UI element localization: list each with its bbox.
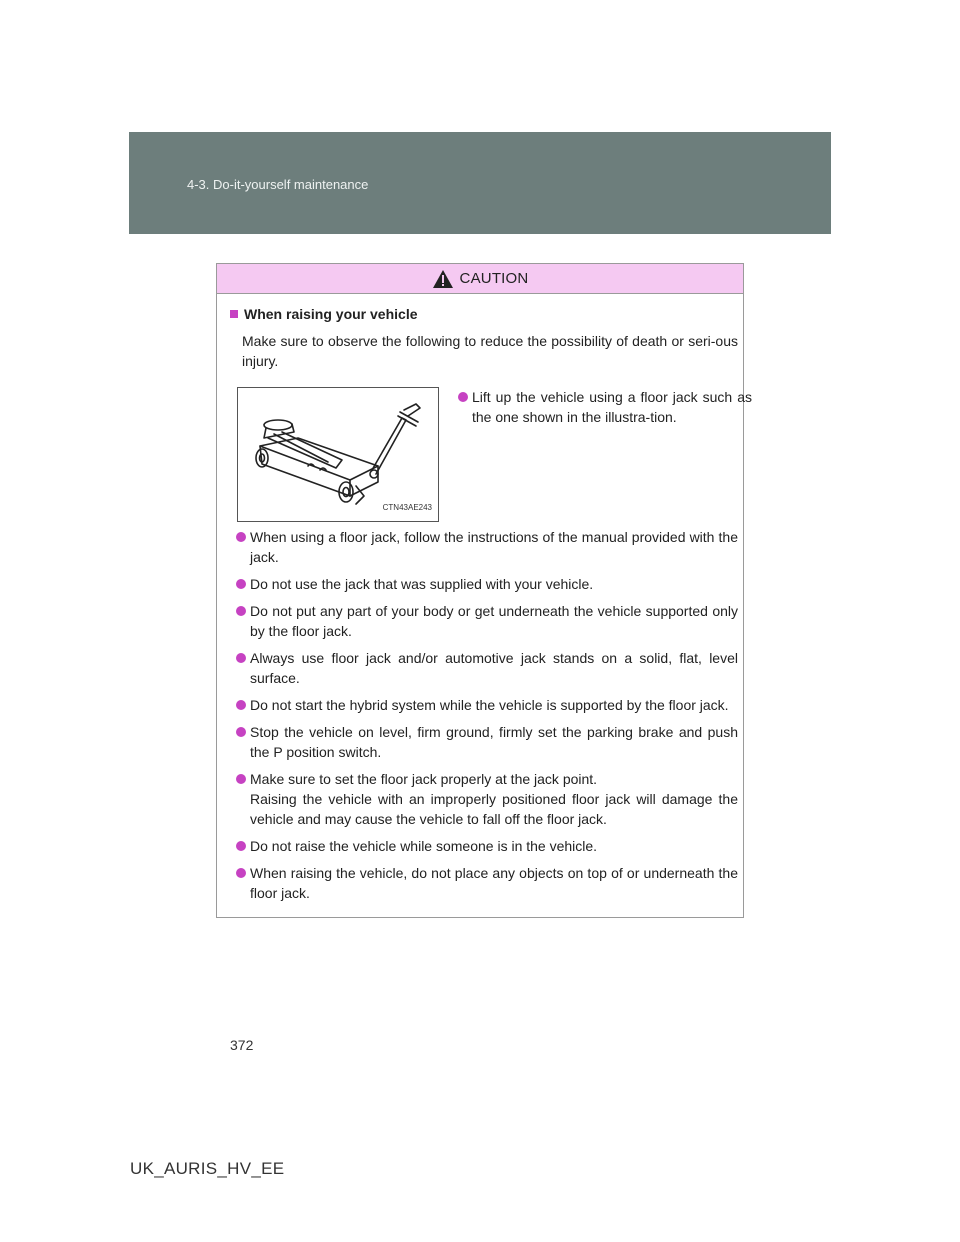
figure-row — [230, 387, 752, 527]
warning-triangle-icon — [432, 269, 454, 289]
round-bullet-icon — [236, 700, 246, 710]
list-item: Always use floor jack and/or automotive jack stands on a solid, flat, level surface. — [230, 648, 738, 688]
caution-title: CAUTION — [459, 270, 529, 287]
header-band — [129, 132, 831, 234]
caution-heading-text: When raising your vehicle — [244, 306, 418, 322]
section-title: 4-3. Do-it-yourself maintenance — [187, 177, 369, 192]
list-item: When raising the vehicle, do not place any objects on top of or underneath the floor jack. — [230, 863, 738, 903]
list-item-continuation: Raising the vehicle with an improperly positioned floor jack will damage the vehicle and may cause the vehicle to fall off the floor jack. — [250, 791, 738, 827]
list-item: Do not start the hybrid system while the vehicle is supported by the floor jack. — [230, 695, 738, 715]
caution-intro: Make sure to observe the following to reduce the possibility of death or seri-ous injury. — [242, 333, 738, 369]
round-bullet-icon — [236, 653, 246, 663]
figure-code: CTN43AE243 — [382, 503, 432, 512]
caution-header — [217, 264, 743, 294]
list-item: When using a floor jack, follow the instructions of the manual provided with the jack. — [230, 527, 738, 567]
figure-bullet-text: Lift up the vehicle using a floor jack such as the one shown in the illustra-tion. — [472, 389, 752, 425]
page-number: 372 — [230, 1037, 254, 1053]
caution-bullet-list — [230, 527, 738, 903]
round-bullet-icon — [236, 579, 246, 589]
caution-content — [230, 304, 752, 910]
round-bullet-icon — [236, 841, 246, 851]
list-item: Make sure to set the floor jack properly at the jack point. Raising the vehicle with an improperly positioned floor jack will damage the vehicle and may cause the vehicle to fall off the floor jack. — [230, 769, 738, 829]
list-item: Do not use the jack that was supplied with your vehicle. — [230, 574, 738, 594]
caution-box — [216, 263, 752, 918]
round-bullet-icon — [236, 532, 246, 542]
list-item: Do not put any part of your body or get underneath the vehicle supported only by the floor jack. — [230, 601, 738, 641]
list-item: Stop the vehicle on level, firm ground, firmly set the parking brake and push the P position switch. — [230, 722, 738, 762]
round-bullet-icon — [458, 392, 468, 402]
caution-heading — [230, 304, 738, 324]
round-bullet-icon — [236, 868, 246, 878]
floor-jack-illustration — [237, 387, 439, 522]
round-bullet-icon — [236, 774, 246, 784]
list-item: Do not raise the vehicle while someone is in the vehicle. — [230, 836, 738, 856]
document-code: UK_AURIS_HV_EE — [130, 1159, 285, 1178]
round-bullet-icon — [236, 727, 246, 737]
square-bullet-icon — [230, 310, 238, 318]
figure-bullet — [452, 387, 752, 427]
round-bullet-icon — [236, 606, 246, 616]
